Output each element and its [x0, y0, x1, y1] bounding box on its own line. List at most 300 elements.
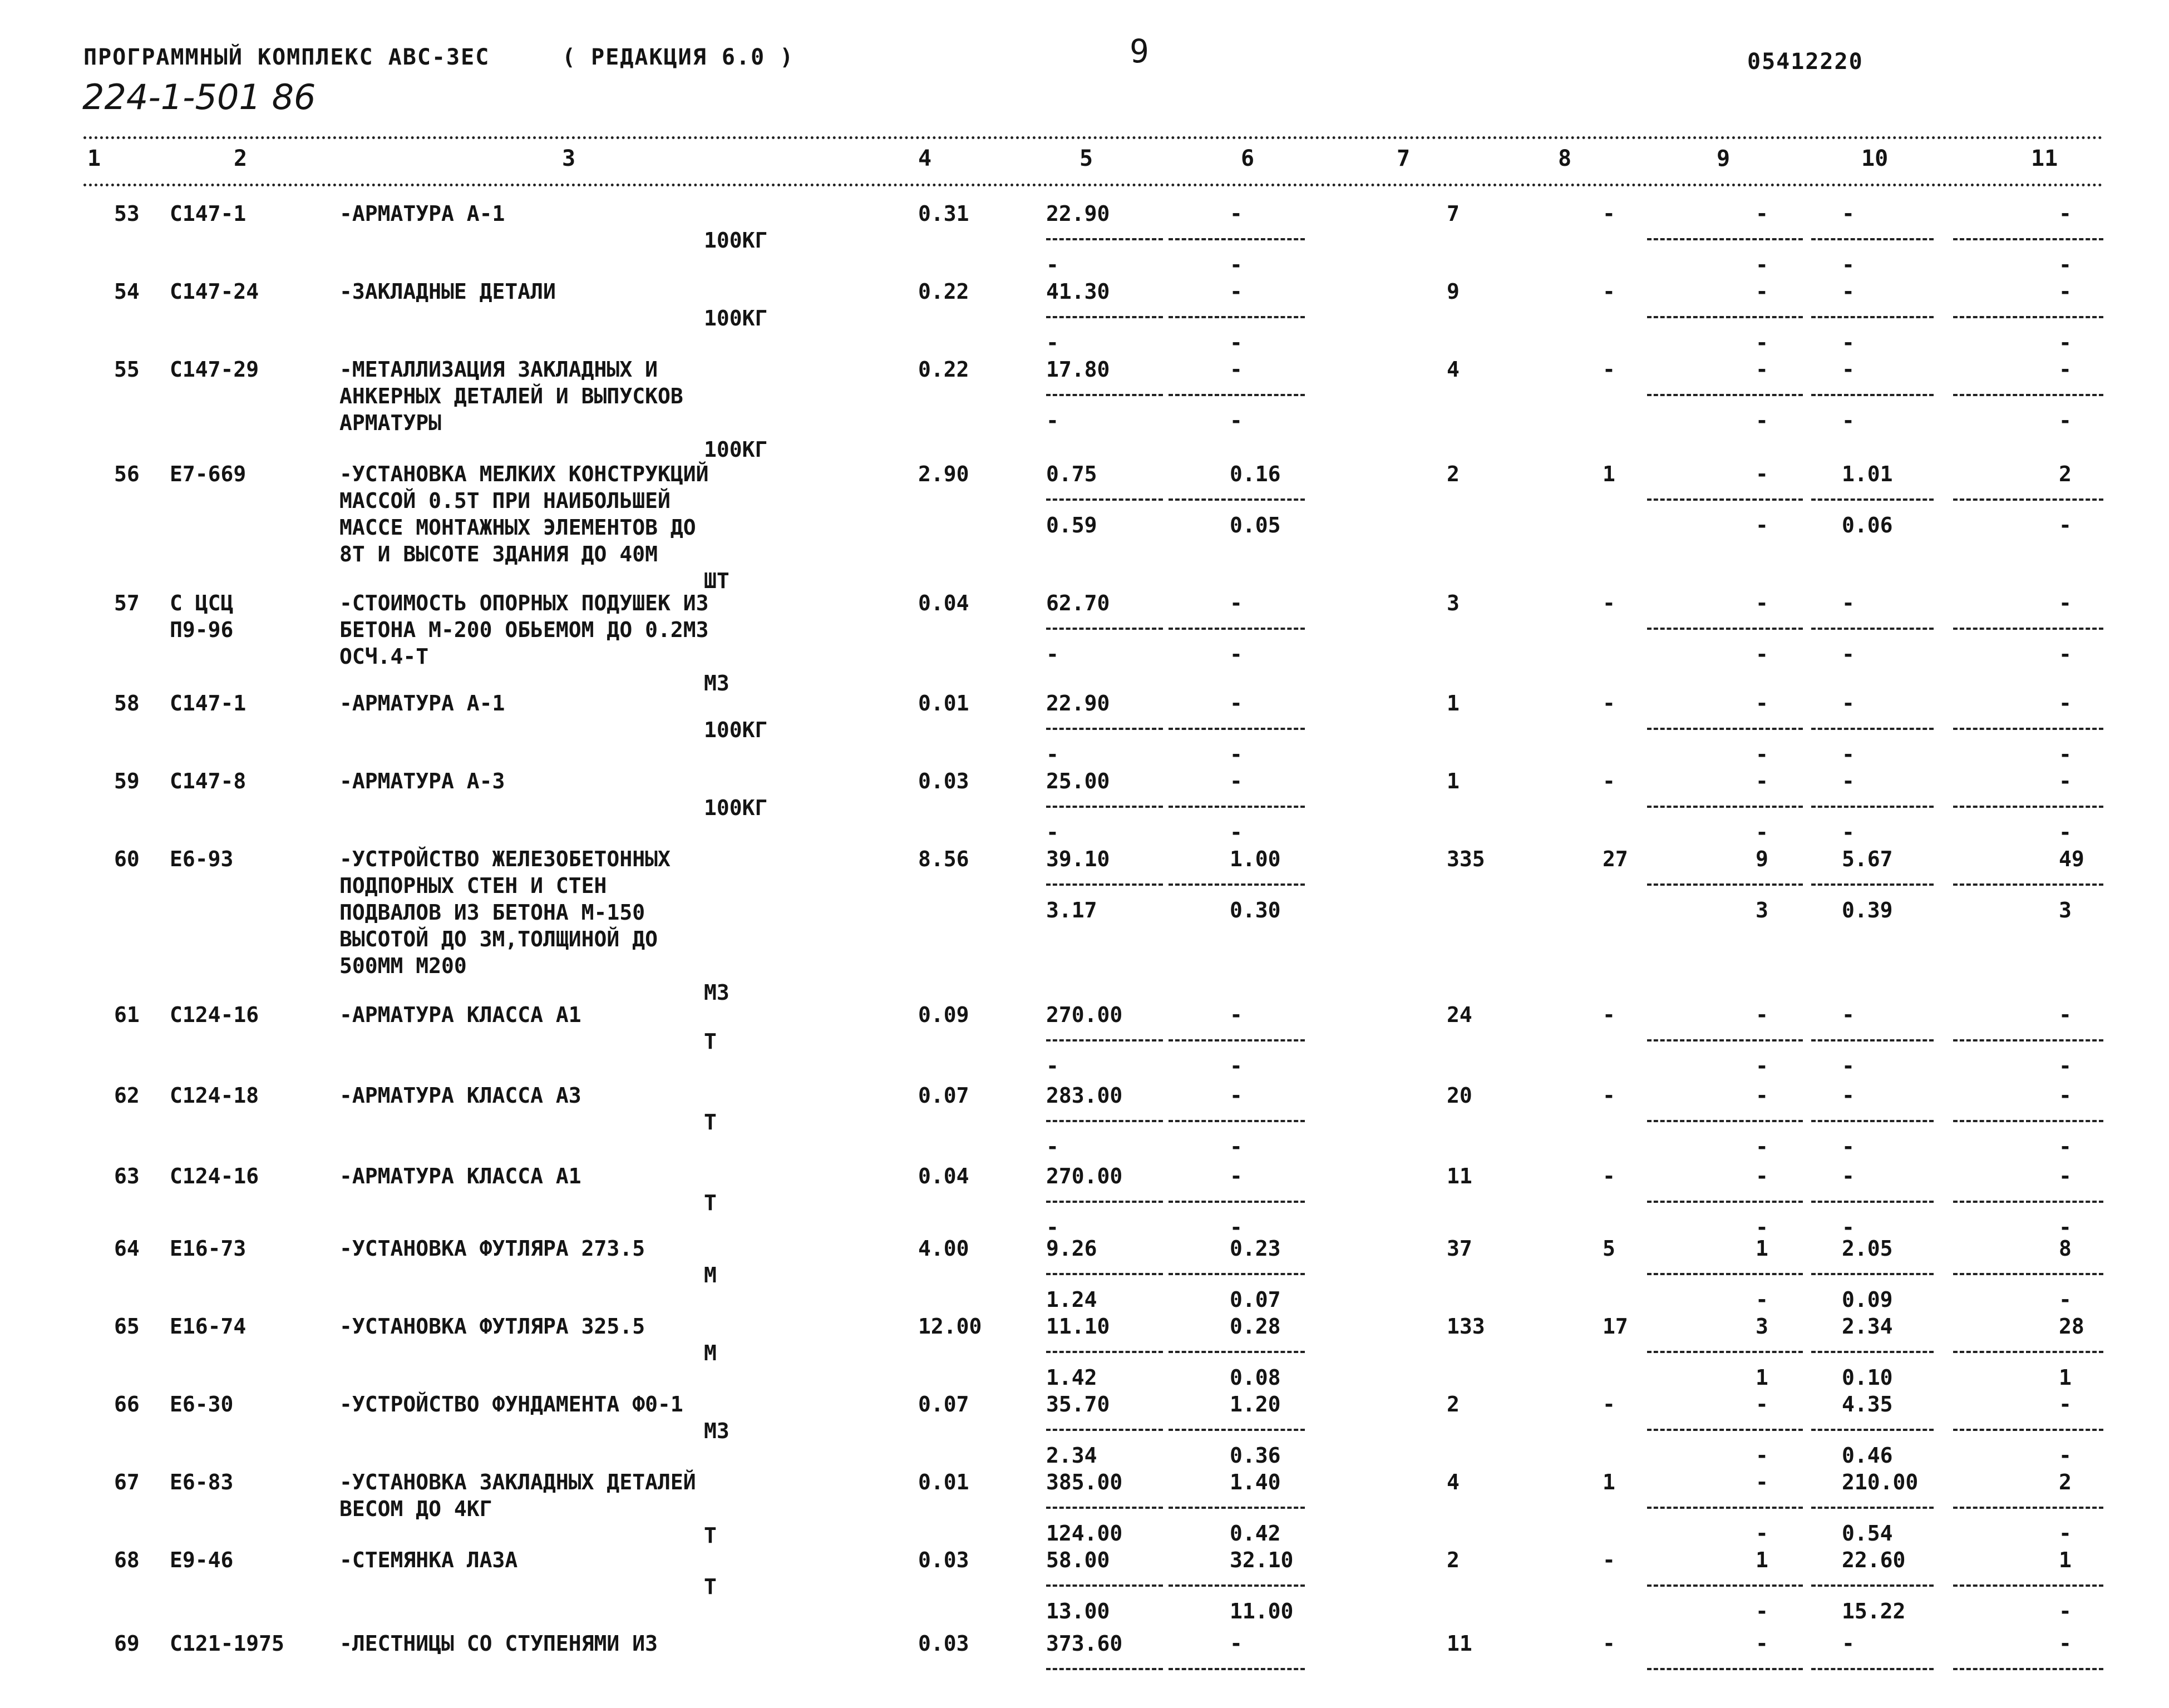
- column-9-upper: -: [1756, 691, 1768, 715]
- total-direct-cost: 24: [1447, 1003, 1472, 1027]
- column-11-upper: -: [2059, 1631, 2072, 1656]
- total-machine-upper: 4.35: [1842, 1392, 1893, 1416]
- column-9-lower: -: [1756, 1287, 1768, 1312]
- value-separator-line: [1953, 728, 2103, 730]
- total-machine-upper: 2.05: [1842, 1236, 1893, 1261]
- column-header-3: 3: [562, 146, 576, 171]
- unit-of-measure: 100КГ: [704, 718, 768, 742]
- value-separator-line: [1647, 1351, 1803, 1353]
- total-wages: -: [1603, 201, 1615, 226]
- price-code: С124-18: [170, 1083, 259, 1108]
- work-description: -АРМАТУРА А-1: [339, 201, 505, 226]
- value-separator-line: [1647, 1584, 1803, 1587]
- value-separator-line: [1169, 1429, 1305, 1431]
- handwritten-reference: 224-1-501 86: [82, 77, 316, 117]
- value-separator-line: [1953, 806, 2103, 808]
- column-9-lower: -: [1756, 642, 1768, 667]
- column-9-upper: -: [1756, 357, 1768, 382]
- total-machine-lower: -: [1842, 408, 1855, 433]
- column-11-lower: -: [2059, 1054, 2072, 1078]
- column-11-upper: -: [2059, 1164, 2072, 1188]
- value-separator-line: [1811, 1668, 1934, 1670]
- total-wages: -: [1603, 357, 1615, 382]
- value-separator-line: [1647, 1273, 1803, 1275]
- unit-cost-upper: 22.90: [1046, 691, 1110, 715]
- value-separator-line: [1953, 498, 2103, 501]
- machine-cost-lower: -: [1230, 1215, 1243, 1240]
- work-description: -УСТАНОВКА ЗАКЛАДНЫХ ДЕТАЛЕЙ ВЕСОМ ДО 4КГ: [339, 1470, 696, 1521]
- work-description: -АРМАТУРА КЛАССА А1: [339, 1003, 581, 1027]
- total-machine-upper: 22.60: [1842, 1548, 1906, 1572]
- value-separator-line: [1169, 1039, 1305, 1041]
- value-separator-line: [1169, 1584, 1305, 1587]
- unit-cost-upper: 9.26: [1046, 1236, 1097, 1261]
- column-11-upper: 49: [2059, 847, 2084, 871]
- value-separator-line: [1647, 883, 1803, 886]
- column-11-upper: -: [2059, 1392, 2072, 1416]
- unit-cost-lower: 3.17: [1046, 898, 1097, 922]
- machine-cost-lower: 0.07: [1230, 1287, 1281, 1312]
- table-row: [0, 590, 2169, 695]
- quantity: 0.04: [918, 591, 969, 615]
- value-separator-line: [1046, 1429, 1163, 1431]
- total-wages: 1: [1603, 462, 1615, 486]
- column-9-upper: -: [1756, 201, 1768, 226]
- total-machine-lower: -: [1842, 742, 1855, 767]
- table-row: [0, 200, 2169, 277]
- machine-cost-upper: -: [1230, 591, 1243, 615]
- value-separator-line: [1811, 806, 1934, 808]
- machine-cost-lower: -: [1230, 1134, 1243, 1159]
- quantity: 0.04: [918, 1164, 969, 1188]
- column-11-lower: -: [2059, 513, 2072, 537]
- value-separator-line: [1811, 498, 1934, 501]
- work-description: -УСТАНОВКА ФУТЛЯРА 325.5: [339, 1314, 645, 1339]
- column-11-upper: 1: [2059, 1548, 2072, 1572]
- machine-cost-upper: -: [1230, 769, 1243, 793]
- machine-cost-upper: -: [1230, 201, 1243, 226]
- row-number: 68: [114, 1548, 140, 1572]
- unit-of-measure: М3: [704, 1419, 729, 1443]
- row-number: 59: [114, 769, 140, 793]
- document-code: 05412220: [1747, 49, 1864, 75]
- value-separator-line: [1647, 1668, 1803, 1670]
- work-description: -УСТАНОВКА МЕЛКИХ КОНСТРУКЦИЙ МАССОЙ 0.5Т ПРИ НАИБОЛЬШЕЙ МАССЕ МОНТАЖНЫХ ЭЛЕМЕНТОВ ДО 8Т И ВЫСОТЕ ЗДАНИЯ ДО 40М: [339, 462, 709, 566]
- total-direct-cost: 11: [1447, 1164, 1472, 1188]
- value-separator-line: [1811, 394, 1934, 396]
- work-description: -МЕТАЛЛИЗАЦИЯ ЗАКЛАДНЫХ И АНКЕРНЫХ ДЕТАЛЕЙ И ВЫПУСКОВ АРМАТУРЫ: [339, 357, 683, 435]
- total-machine-upper: -: [1842, 769, 1855, 793]
- machine-cost-upper: -: [1230, 279, 1243, 304]
- value-separator-line: [1169, 394, 1305, 396]
- value-separator-line: [1647, 1201, 1803, 1203]
- value-separator-line: [1046, 1507, 1163, 1509]
- edition-label: ( РЕДАКЦИЯ 6.0 ): [562, 45, 795, 70]
- column-9-upper: -: [1756, 1003, 1768, 1027]
- value-separator-line: [1953, 628, 2103, 630]
- unit-of-measure: Т: [704, 1523, 717, 1548]
- quantity: 0.22: [918, 279, 969, 304]
- machine-cost-lower: -: [1230, 642, 1243, 667]
- column-11-upper: -: [2059, 279, 2072, 304]
- table-row: [0, 1469, 2169, 1548]
- value-separator-line: [1647, 1039, 1803, 1041]
- unit-cost-upper: 35.70: [1046, 1392, 1110, 1416]
- row-number: 64: [114, 1236, 140, 1261]
- value-separator-line: [1647, 728, 1803, 730]
- value-separator-line: [1647, 394, 1803, 396]
- table-row: [0, 461, 2169, 593]
- column-9-upper: -: [1756, 1470, 1768, 1494]
- column-11-upper: 2: [2059, 462, 2072, 486]
- machine-cost-upper: -: [1230, 691, 1243, 715]
- machine-cost-upper: 1.20: [1230, 1392, 1281, 1416]
- value-separator-line: [1046, 628, 1163, 630]
- unit-cost-upper: 62.70: [1046, 591, 1110, 615]
- quantity: 0.07: [918, 1392, 969, 1416]
- table-row: [0, 356, 2169, 462]
- value-separator-line: [1046, 1273, 1163, 1275]
- quantity: 0.22: [918, 357, 969, 382]
- unit-cost-upper: 17.80: [1046, 357, 1110, 382]
- machine-cost-lower: 0.36: [1230, 1443, 1281, 1468]
- unit-cost-upper: 373.60: [1046, 1631, 1123, 1656]
- machine-cost-lower: 0.05: [1230, 513, 1281, 537]
- column-9-upper: 1: [1756, 1236, 1768, 1261]
- row-number: 53: [114, 201, 140, 226]
- value-separator-line: [1811, 1584, 1934, 1587]
- price-code: С147-1: [170, 691, 247, 715]
- machine-cost-lower: -: [1230, 820, 1243, 845]
- unit-cost-lower: -: [1046, 1215, 1059, 1240]
- total-wages: 17: [1603, 1314, 1628, 1339]
- table-row: [0, 1391, 2169, 1468]
- value-separator-line: [1953, 1039, 2103, 1041]
- total-machine-lower: -: [1842, 642, 1855, 667]
- work-description: -ЗАКЛАДНЫЕ ДЕТАЛИ: [339, 279, 556, 304]
- total-direct-cost: 1: [1447, 769, 1460, 793]
- price-code: Е6-93: [170, 847, 234, 871]
- value-separator-line: [1046, 883, 1163, 886]
- total-machine-upper: -: [1842, 1631, 1855, 1656]
- total-direct-cost: 2: [1447, 1548, 1460, 1572]
- unit-cost-lower: 124.00: [1046, 1521, 1123, 1546]
- value-separator-line: [1953, 1429, 2103, 1431]
- machine-cost-lower: -: [1230, 408, 1243, 433]
- unit-cost-lower: 1.24: [1046, 1287, 1097, 1312]
- unit-cost-upper: 58.00: [1046, 1548, 1110, 1572]
- machine-cost-lower: -: [1230, 1054, 1243, 1078]
- value-separator-line: [1046, 1039, 1163, 1041]
- total-direct-cost: 1: [1447, 691, 1460, 715]
- value-separator-line: [1046, 498, 1163, 501]
- column-header-5: 5: [1079, 146, 1093, 171]
- unit-cost-lower: 0.59: [1046, 513, 1097, 537]
- total-direct-cost: 11: [1447, 1631, 1472, 1656]
- total-machine-upper: 5.67: [1842, 847, 1893, 871]
- unit-cost-upper: 41.30: [1046, 279, 1110, 304]
- column-9-lower: -: [1756, 513, 1768, 537]
- total-machine-upper: -: [1842, 591, 1855, 615]
- quantity: 0.03: [918, 769, 969, 793]
- row-number: 57: [114, 591, 140, 615]
- value-separator-line: [1953, 238, 2103, 240]
- column-11-lower: -: [2059, 820, 2072, 845]
- unit-cost-lower: -: [1046, 642, 1059, 667]
- column-9-upper: -: [1756, 462, 1768, 486]
- column-9-upper: -: [1756, 769, 1768, 793]
- machine-cost-lower: 0.30: [1230, 898, 1281, 922]
- row-number: 60: [114, 847, 140, 871]
- unit-of-measure: 100КГ: [704, 228, 768, 253]
- value-separator-line: [1811, 1039, 1934, 1041]
- column-header-11: 11: [2031, 146, 2058, 171]
- value-separator-line: [1169, 1120, 1305, 1122]
- row-number: 56: [114, 462, 140, 486]
- machine-cost-upper: -: [1230, 357, 1243, 382]
- machine-cost-lower: -: [1230, 742, 1243, 767]
- work-description: -УСТАНОВКА ФУТЛЯРА 273.5: [339, 1236, 645, 1261]
- unit-cost-lower: -: [1046, 1134, 1059, 1159]
- price-code: С ЦСЦ П9-96: [170, 591, 234, 642]
- table-row: [0, 1547, 2169, 1623]
- column-11-lower: -: [2059, 1443, 2072, 1468]
- column-11-lower: -: [2059, 1134, 2072, 1159]
- unit-cost-lower: -: [1046, 330, 1059, 355]
- row-number: 69: [114, 1631, 140, 1656]
- value-separator-line: [1169, 1668, 1305, 1670]
- value-separator-line: [1953, 883, 2103, 886]
- total-wages: 1: [1603, 1470, 1615, 1494]
- total-machine-upper: -: [1842, 279, 1855, 304]
- column-header-1: 1: [87, 146, 101, 171]
- total-machine-lower: -: [1842, 1054, 1855, 1078]
- unit-cost-upper: 22.90: [1046, 201, 1110, 226]
- column-9-lower: -: [1756, 1443, 1768, 1468]
- table-row: [0, 1630, 2169, 1702]
- value-separator-line: [1647, 628, 1803, 630]
- machine-cost-upper: 0.16: [1230, 462, 1281, 486]
- total-wages: -: [1603, 279, 1615, 304]
- value-separator-line: [1046, 1120, 1163, 1122]
- unit-cost-upper: 39.10: [1046, 847, 1110, 871]
- unit-cost-lower: 2.34: [1046, 1443, 1097, 1468]
- unit-cost-lower: -: [1046, 408, 1059, 433]
- total-wages: -: [1603, 1548, 1615, 1572]
- total-machine-upper: -: [1842, 691, 1855, 715]
- column-11-upper: -: [2059, 201, 2072, 226]
- value-separator-line: [1811, 238, 1934, 240]
- column-9-lower: -: [1756, 1215, 1768, 1240]
- unit-of-measure: Т: [704, 1574, 717, 1599]
- value-separator-line: [1647, 1120, 1803, 1122]
- unit-cost-lower: -: [1046, 820, 1059, 845]
- value-separator-line: [1046, 1201, 1163, 1203]
- total-wages: -: [1603, 1164, 1615, 1188]
- total-direct-cost: 9: [1447, 279, 1460, 304]
- value-separator-line: [1046, 1584, 1163, 1587]
- value-separator-line: [1169, 498, 1305, 501]
- work-description: -УСТРОЙСТВО ФУНДАМЕНТА Ф0-1: [339, 1392, 683, 1416]
- quantity: 0.09: [918, 1003, 969, 1027]
- unit-of-measure: Т: [704, 1110, 717, 1134]
- table-row: [0, 278, 2169, 355]
- table-row: [0, 1313, 2169, 1390]
- value-separator-line: [1953, 394, 2103, 396]
- row-number: 58: [114, 691, 140, 715]
- unit-cost-lower: -: [1046, 742, 1059, 767]
- column-11-lower: -: [2059, 330, 2072, 355]
- column-header-4: 4: [918, 146, 932, 171]
- value-separator-line: [1169, 1273, 1305, 1275]
- value-separator-line: [1953, 1351, 2103, 1353]
- total-machine-lower: -: [1842, 820, 1855, 845]
- unit-of-measure: Т: [704, 1191, 717, 1215]
- column-11-upper: 28: [2059, 1314, 2084, 1339]
- total-machine-lower: -: [1842, 1215, 1855, 1240]
- row-number: 61: [114, 1003, 140, 1027]
- total-machine-upper: -: [1842, 1003, 1855, 1027]
- column-header-8: 8: [1558, 146, 1572, 171]
- value-separator-line: [1647, 806, 1803, 808]
- price-code: С124-16: [170, 1003, 259, 1027]
- column-header-7: 7: [1397, 146, 1411, 171]
- work-description: -АРМАТУРА КЛАССА А1: [339, 1164, 581, 1188]
- row-number: 55: [114, 357, 140, 382]
- row-number: 54: [114, 279, 140, 304]
- value-separator-line: [1647, 316, 1803, 318]
- column-9-upper: 9: [1756, 847, 1768, 871]
- table-row: [0, 768, 2169, 845]
- column-header-10: 10: [1861, 146, 1889, 171]
- value-separator-line: [1647, 1429, 1803, 1431]
- row-number: 65: [114, 1314, 140, 1339]
- unit-of-measure: Т: [704, 1029, 717, 1054]
- table-header-rule: [83, 184, 2103, 186]
- unit-cost-lower: -: [1046, 1054, 1059, 1078]
- total-machine-upper: 2.34: [1842, 1314, 1893, 1339]
- column-9-lower: -: [1756, 1134, 1768, 1159]
- total-direct-cost: 335: [1447, 847, 1485, 871]
- column-9-lower: -: [1756, 1054, 1768, 1078]
- quantity: 0.01: [918, 1470, 969, 1494]
- value-separator-line: [1169, 238, 1305, 240]
- value-separator-line: [1953, 1668, 2103, 1670]
- price-code: С147-24: [170, 279, 259, 304]
- column-9-lower: 3: [1756, 898, 1768, 922]
- machine-cost-upper: -: [1230, 1083, 1243, 1108]
- quantity: 0.03: [918, 1631, 969, 1656]
- page-number: 9: [1130, 32, 1150, 70]
- machine-cost-upper: -: [1230, 1631, 1243, 1656]
- table-row: [0, 1235, 2169, 1312]
- value-separator-line: [1169, 728, 1305, 730]
- value-separator-line: [1953, 316, 2103, 318]
- total-machine-lower: -: [1842, 253, 1855, 277]
- unit-cost-lower: -: [1046, 253, 1059, 277]
- unit-of-measure: 100КГ: [704, 796, 768, 820]
- row-number: 63: [114, 1164, 140, 1188]
- column-9-lower: -: [1756, 820, 1768, 845]
- column-9-upper: -: [1756, 1164, 1768, 1188]
- total-machine-lower: 0.54: [1842, 1521, 1893, 1546]
- column-9-lower: -: [1756, 330, 1768, 355]
- machine-cost-upper: 1.00: [1230, 847, 1281, 871]
- total-machine-upper: 210.00: [1842, 1470, 1919, 1494]
- value-separator-line: [1647, 1507, 1803, 1509]
- column-11-lower: 1: [2059, 1365, 2072, 1390]
- unit-of-measure: М: [704, 1263, 717, 1287]
- value-separator-line: [1169, 1507, 1305, 1509]
- total-machine-lower: -: [1842, 1134, 1855, 1159]
- program-title: ПРОГРАММНЫЙ КОМПЛЕКС АВС-3ЕС: [83, 45, 490, 70]
- price-code: С147-29: [170, 357, 259, 382]
- total-machine-lower: 0.39: [1842, 898, 1893, 922]
- table-row: [0, 846, 2169, 1005]
- value-separator-line: [1811, 628, 1934, 630]
- column-11-upper: -: [2059, 591, 2072, 615]
- total-machine-upper: -: [1842, 1164, 1855, 1188]
- column-9-lower: -: [1756, 742, 1768, 767]
- unit-of-measure: М: [704, 1341, 717, 1365]
- column-11-lower: -: [2059, 253, 2072, 277]
- value-separator-line: [1811, 1120, 1934, 1122]
- quantity: 2.90: [918, 462, 969, 486]
- unit-cost-upper: 270.00: [1046, 1003, 1123, 1027]
- column-11-lower: 3: [2059, 898, 2072, 922]
- table-top-rule: [83, 136, 2103, 139]
- total-direct-cost: 2: [1447, 1392, 1460, 1416]
- price-code: Е16-73: [170, 1236, 247, 1261]
- value-separator-line: [1811, 316, 1934, 318]
- quantity: 0.07: [918, 1083, 969, 1108]
- machine-cost-lower: -: [1230, 253, 1243, 277]
- value-separator-line: [1046, 728, 1163, 730]
- column-9-lower: -: [1756, 408, 1768, 433]
- unit-cost-upper: 283.00: [1046, 1083, 1123, 1108]
- column-11-upper: -: [2059, 691, 2072, 715]
- column-11-upper: -: [2059, 769, 2072, 793]
- unit-cost-upper: 0.75: [1046, 462, 1097, 486]
- price-code: Е7-669: [170, 462, 247, 486]
- column-9-lower: -: [1756, 1599, 1768, 1623]
- column-11-lower: -: [2059, 742, 2072, 767]
- total-direct-cost: 20: [1447, 1083, 1472, 1108]
- table-row: [0, 1082, 2169, 1159]
- total-machine-lower: -: [1842, 330, 1855, 355]
- value-separator-line: [1811, 1273, 1934, 1275]
- value-separator-line: [1647, 498, 1803, 501]
- unit-of-measure: 100КГ: [704, 306, 768, 330]
- value-separator-line: [1811, 1201, 1934, 1203]
- column-11-lower: -: [2059, 1599, 2072, 1623]
- column-header-9: 9: [1717, 146, 1731, 171]
- total-machine-upper: 1.01: [1842, 462, 1893, 486]
- total-wages: -: [1603, 769, 1615, 793]
- price-code: С121-1975: [170, 1631, 284, 1656]
- total-machine-lower: 0.06: [1842, 513, 1893, 537]
- column-11-upper: 2: [2059, 1470, 2072, 1494]
- unit-cost-lower: 1.42: [1046, 1365, 1097, 1390]
- column-11-lower: -: [2059, 1215, 2072, 1240]
- work-description: -УСТРОЙСТВО ЖЕЛЕЗОБЕТОННЫХ ПОДПОРНЫХ СТЕН И СТЕН ПОДВАЛОВ ИЗ БЕТОНА М-150 ВЫСОТОЙ ДО 3М,ТОЛЩИНОЙ ДО 500ММ М200: [339, 847, 671, 978]
- total-direct-cost: 3: [1447, 591, 1460, 615]
- total-wages: -: [1603, 1392, 1615, 1416]
- total-wages: -: [1603, 691, 1615, 715]
- price-code: Е6-83: [170, 1470, 234, 1494]
- value-separator-line: [1169, 316, 1305, 318]
- machine-cost-upper: 32.10: [1230, 1548, 1294, 1572]
